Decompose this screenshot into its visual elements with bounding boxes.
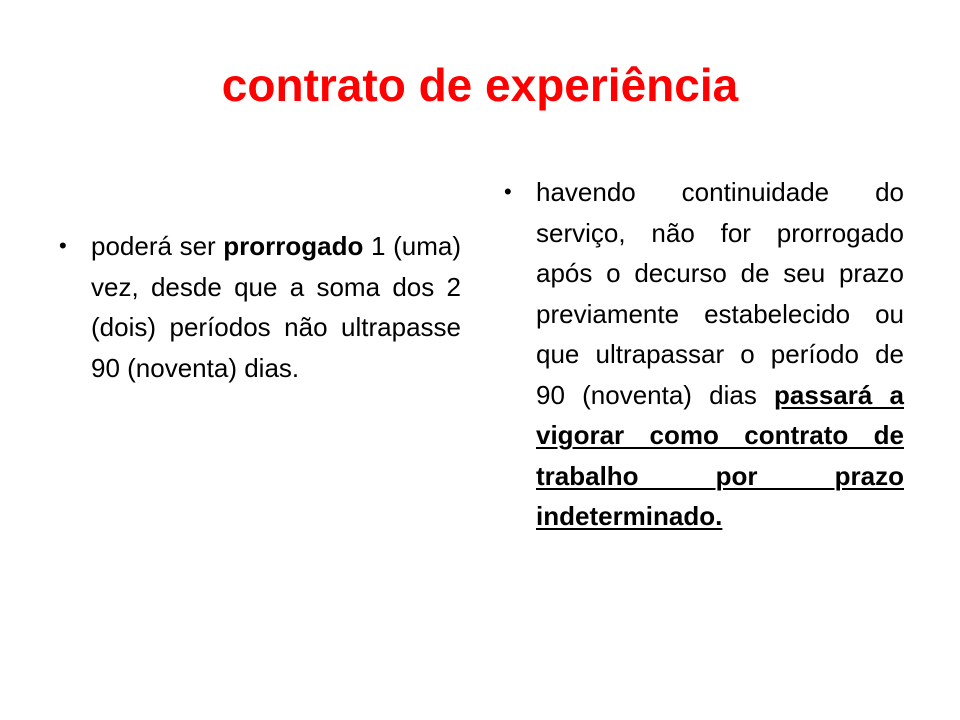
left-column — [59, 226, 461, 388]
right-bullet-text — [536, 172, 904, 537]
right-column — [504, 172, 904, 537]
right-text-before: havendo continuidade do serviço, não for prorrogado após o decurso de seu prazo previamente estabelecido ou que ultrapassar o período de 90 (noventa) dias — [536, 177, 904, 410]
left-bullet-text — [91, 226, 461, 388]
slide-title: contrato de experiência — [221, 59, 739, 111]
right-text-bold-underlined: passará a vigorar como contrato de trabalho por prazo indeterminado. — [536, 379, 904, 531]
bullet-right: • — [504, 179, 512, 204]
left-text-before: poderá ser — [91, 231, 224, 261]
left-text-bold: prorrogado — [223, 231, 364, 261]
left-text-after: 1 (uma) vez, desde que a soma dos 2 (dois) períodos não ultrapasse 90 (noventa) dias. — [91, 231, 461, 383]
bullet-left: • — [59, 233, 67, 258]
